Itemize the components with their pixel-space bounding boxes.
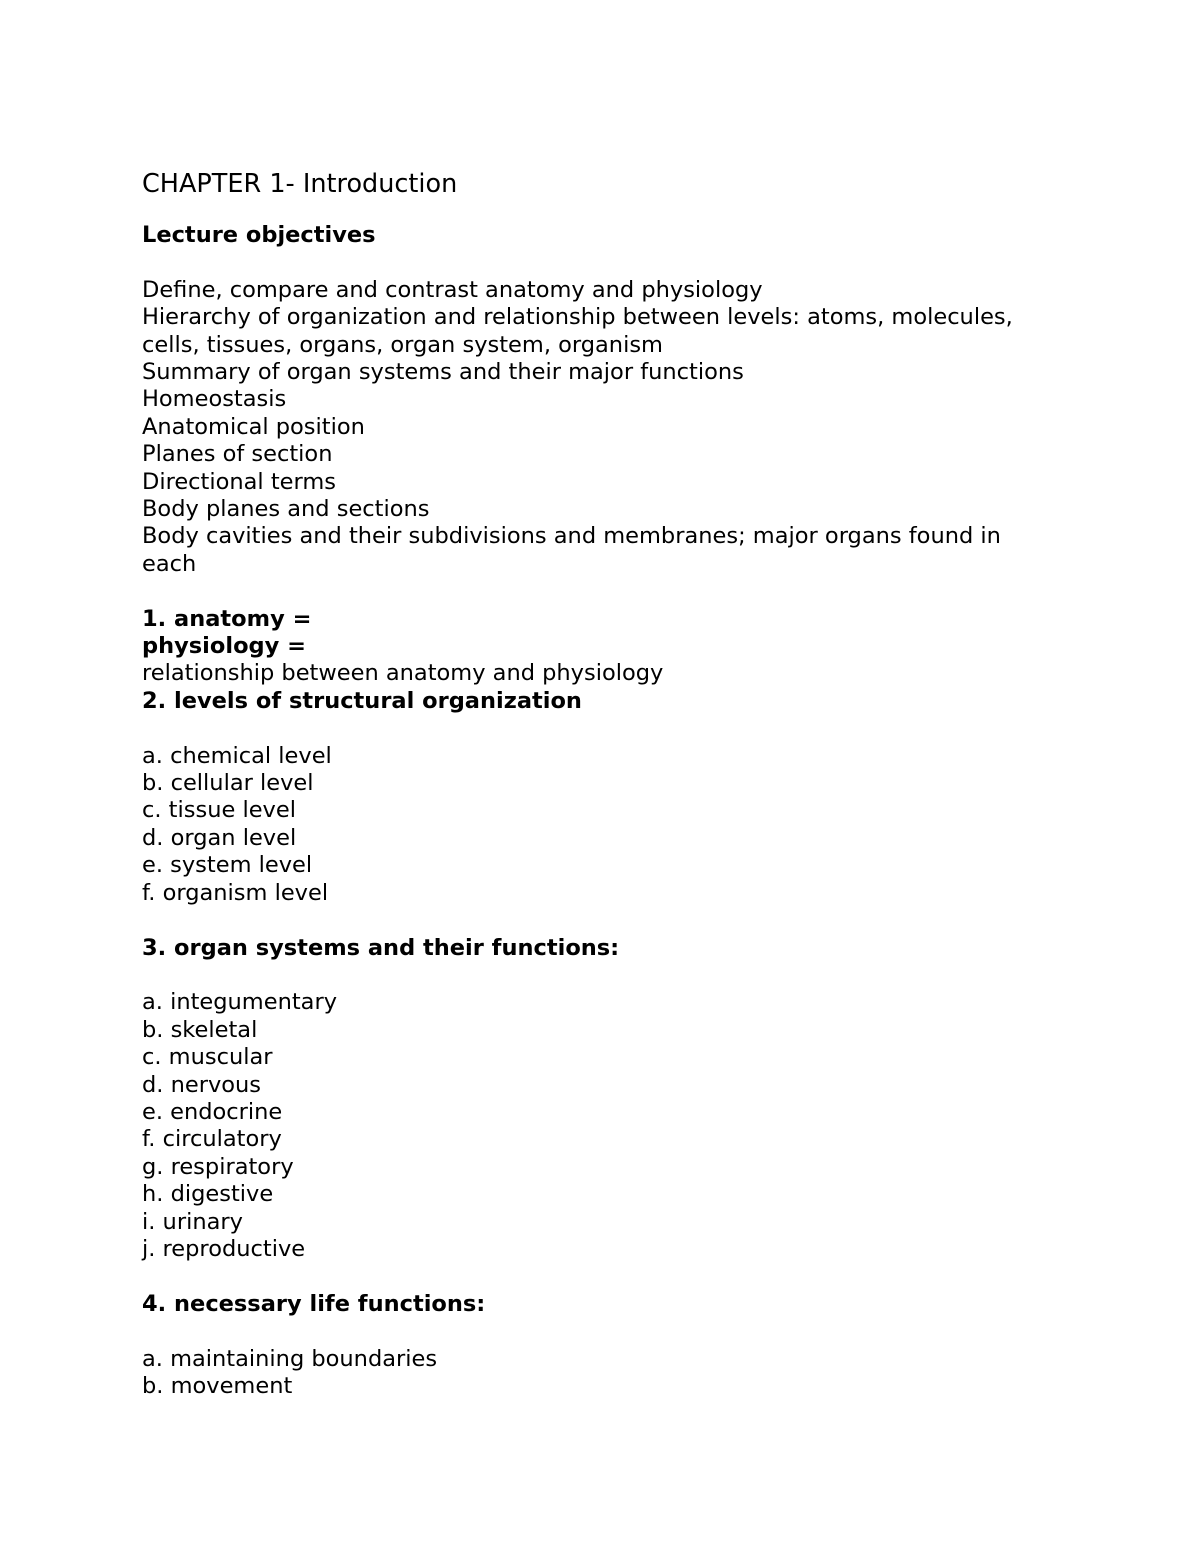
objectives-heading: Lecture objectives [142,222,376,248]
objective-item: Homeostasis [142,386,287,413]
level-item: e. system level [142,852,313,879]
objective-item: Summary of organ systems and their major functions [142,359,744,386]
organ-system-item: h. digestive [142,1181,274,1208]
organ-system-item: d. nervous [142,1071,262,1098]
section-3-heading: 3. organ systems and their functions: [142,934,620,961]
physiology-definition-heading: physiology = [142,633,306,660]
life-function-item: b. movement [142,1372,293,1399]
document-page [142,168,1082,1400]
page-title: CHAPTER 1- Introduction [142,169,458,199]
spacer [142,962,1082,989]
spacer [142,907,1082,934]
objective-item: Hierarchy of organization and relationship between levels: atoms, molecules, cells, tissues, organs, organ system, organism [142,304,1013,358]
section-4-heading: 4. necessary life functions: [142,1290,486,1317]
organ-system-item: a. integumentary [142,989,338,1016]
level-item: c. tissue level [142,797,296,824]
anatomy-definition-heading: 1. anatomy = [142,605,312,632]
spacer [142,715,1082,742]
organ-system-item: e. endocrine [142,1098,283,1125]
level-item: d. organ level [142,824,297,851]
organ-system-item: b. skeletal [142,1016,258,1043]
organ-system-item: j. reproductive [142,1235,306,1262]
objective-item: Define, compare and contrast anatomy and physiology [142,276,763,303]
organ-system-item: c. muscular [142,1044,273,1071]
objective-item: Planes of section [142,441,333,468]
relationship-text: relationship between anatomy and physiology [142,660,664,687]
spacer [142,578,1082,605]
organ-system-item: g. respiratory [142,1153,294,1180]
level-item: b. cellular level [142,770,314,797]
objective-item: Directional terms [142,468,336,495]
spacer [142,1318,1082,1345]
life-function-item: a. maintaining boundaries [142,1345,438,1372]
objective-item: Anatomical position [142,413,365,440]
spacer [142,1263,1082,1290]
section-2-heading: 2. levels of structural organization [142,687,582,714]
objective-item: Body cavities and their subdivisions and membranes; major organs found in each [142,523,1001,577]
objective-item: Body planes and sections [142,496,430,523]
organ-system-item: i. urinary [142,1208,243,1235]
spacer [142,249,1082,276]
organ-system-item: f. circulatory [142,1126,282,1153]
level-item: a. chemical level [142,742,332,769]
level-item: f. organism level [142,879,329,906]
